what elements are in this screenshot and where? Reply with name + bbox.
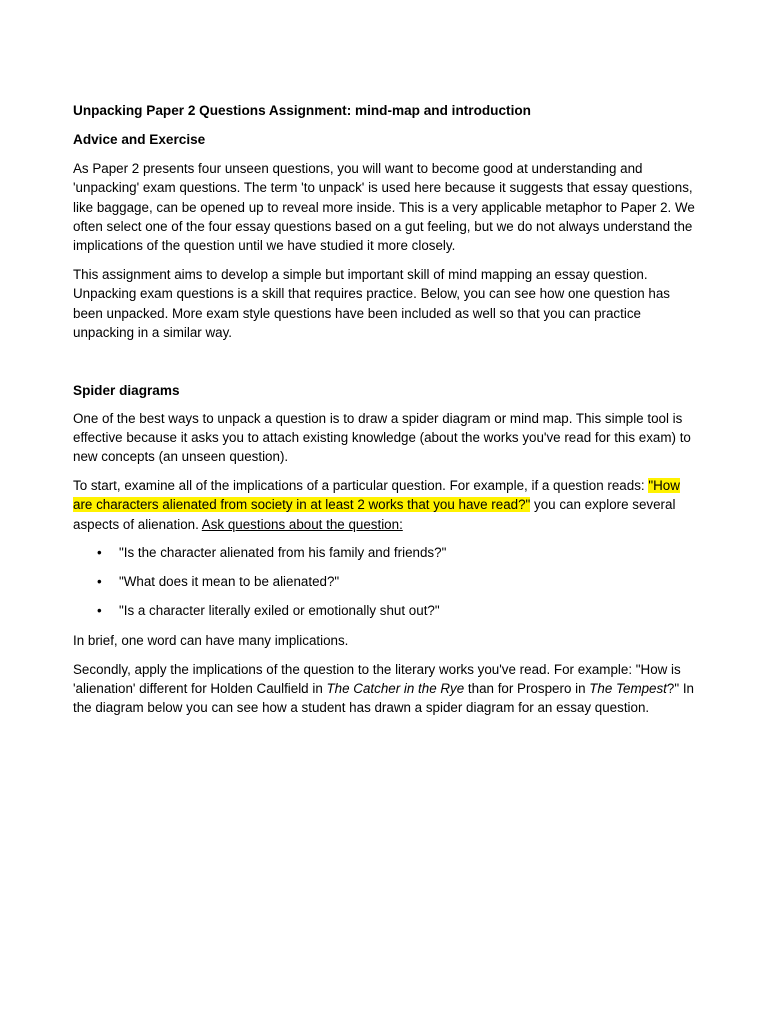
work-title-tempest: The Tempest [589,680,667,696]
bullet-icon: • [97,603,102,619]
apply-text-part3: ?" In the diagram below you can see how a student has drawn a spider diagram for an essay question. [73,680,694,716]
list-item [73,572,695,591]
list-item-text: "What does it mean to be alienated?" [119,574,340,590]
bullet-icon: • [97,574,102,590]
example-middle-text: you can explore several aspects of alienation. [73,497,676,532]
spider-intro-paragraph: One of the best ways to unpack a question is to draw a spider diagram or mind map. This simple tool is effective because it asks you to attach existing knowledge (about the works you've read for this exam) to new concepts (an unseen question). [73,410,691,465]
spider-diagrams-heading: Spider diagrams [73,382,180,398]
assignment-paragraph: This assignment aims to develop a simple but important skill of mind mapping an essay question. Unpacking exam questions is a skill that requires practice. Below, you can see how one question has been unpacked. More exam style questions have been included as well so that you can practice unpacking in a similar way. [73,266,670,340]
section-spacer [73,352,695,380]
apply-text-part2: than for Prospero in [464,680,590,696]
list-item [73,543,695,562]
work-title-catcher: The Catcher in the Rye [326,680,465,696]
document-body [73,100,695,727]
document-title: Unpacking Paper 2 Questions Assignment: mind-map and introduction [73,103,531,118]
apply-implications-paragraph [73,660,695,718]
brief-paragraph: In brief, one word can have many implications. [73,632,349,648]
advice-heading: Advice and Exercise [73,132,206,147]
underlined-instruction: Ask questions about the question: [201,516,403,532]
highlighted-question: "How are characters alienated from society in at least 2 works that you have read?" [73,478,680,513]
example-question-paragraph [73,476,695,534]
list-item-text: "Is the character alienated from his family and friends?" [119,545,447,561]
list-item [73,601,695,620]
intro-paragraph: As Paper 2 presents four unseen questions, you will want to become good at understanding and 'unpacking' exam questions. The term 'to unpack' is used here because it suggests that essay questions, like baggage, can be opened up to reveal more inside. This is a very applicable metaphor to Paper 2. We often select one of the four essay questions based on a gut feeling, but we do not always understand the implications of the question until we have studied it more closely. [73,161,695,254]
list-item-text: "Is a character literally exiled or emotionally shut out?" [119,603,440,619]
example-lead-text: To start, examine all of the implications of a particular question. For example, if a question reads: [73,478,649,494]
bullet-icon: • [97,545,102,561]
question-bullet-list [73,543,695,620]
apply-text-part1: Secondly, apply the implications of the question to the literary works you've read. For example: "How is 'alienation' different for Holden Caulfield in [73,661,681,696]
